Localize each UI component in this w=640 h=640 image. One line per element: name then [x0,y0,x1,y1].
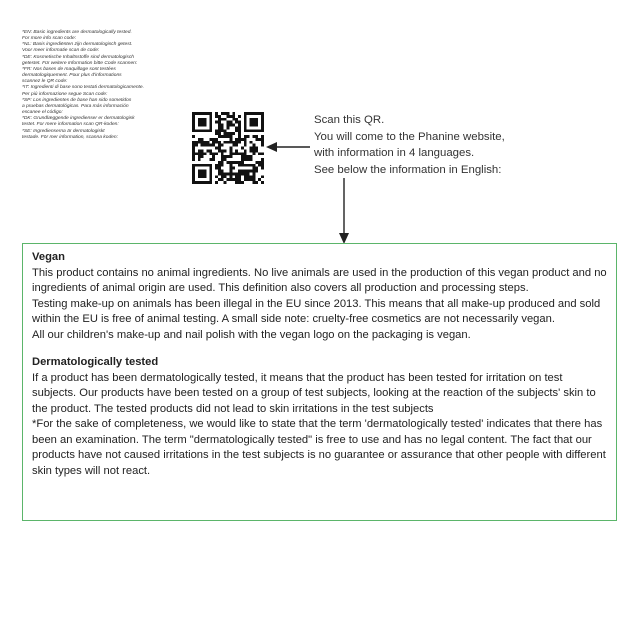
vegan-paragraph: All our children's make-up and nail polish with the vegan logo on the packaging is vegan. [32,328,471,341]
label-line: Voor meer informatie scan de code: [22,48,100,54]
scan-note-line: with information in 4 languages. [314,147,475,159]
scan-note-line: See below the information in English: [314,163,502,176]
label-line: *DE: Kosmetische Inhaltsstoffe sind dermatologisch [22,54,134,60]
arrow-left-icon [266,140,310,154]
label-line: dermatologiquement. Pour plus d'informations [22,73,122,79]
derma-paragraph: If a product has been dermatologically tested, it means that the product has been tested for irritation on test subjects. Our products have been tested on a group of test subjects, looking at the reaction of the subjects' skin to the product. The tested products did not lead to skin irritations in the test subjects [32,371,596,415]
section-spacer [32,343,607,355]
scan-instructions [314,112,574,178]
label-line: a pruebas dermatológicas. Para más información [22,103,129,109]
scan-note-line: You will come to the Phanine website, [314,130,505,143]
vegan-heading: Vegan [32,251,65,263]
label-line: escanee el código: [22,110,63,116]
label-line: Per più informazione segue Scan code: [22,91,108,97]
vegan-paragraph: This product contains no animal ingredients. No live animals are used in the production of this vegan product and no ingredients of animal origin are used. This definition also covers all production and processing steps. [32,266,607,294]
vegan-paragraph: Testing make-up on animals has been illegal in the EU since 2013. This means that all make-up produced and sold within the EU is free of animal testing. A small side note: cruelty-free cosmetics are not necessarily vegan. [32,297,601,325]
label-line: scannez le QR code: [22,79,68,85]
derma-heading: Dermatologically tested [32,356,159,368]
label-line: testade. För mer information, scanna koden: [22,134,118,140]
qr-code-icon[interactable] [192,112,264,184]
label-line: *SP: Los ingredientes de base han sido sometidos [22,97,132,103]
label-line: *EN: Basic ingredients are dermatologically tested. [22,30,132,35]
label-line: For more info scan code: [22,36,77,42]
derma-paragraph: *For the sake of completeness, we would like to state that the term 'dermatologically tested' indicates that there has been an examination. The term "dermatologically tested" is free to use and has no legal content. The fact that our products have not caused irritations in the test subjects is no guarantee or assurance that other people with different skin types will not react. [32,418,606,477]
scan-note-line: Scan this QR. [314,114,385,126]
arrow-down-icon [337,178,351,244]
info-box [22,243,617,521]
label-line: *NL: Basis ingrediënten zijn dermatologisch getest. [22,42,133,48]
multilingual-label-text [22,30,192,141]
label-line: getestet. Für weitere Information bitte Code scannen: [22,60,138,66]
label-line: *DK: Grundlæggende ingredienser er dermatologisk [22,116,135,122]
label-line: *IT: Ingredienti di base sono testati dermatologicamente. [22,85,144,91]
label-line: *FR: Nos bases de maquillage sont testées [22,66,116,72]
label-line: testet. For mere information scan QR-koden: [22,122,119,128]
label-line: *SE: Ingredienserna är dermatologiskt [22,128,105,134]
